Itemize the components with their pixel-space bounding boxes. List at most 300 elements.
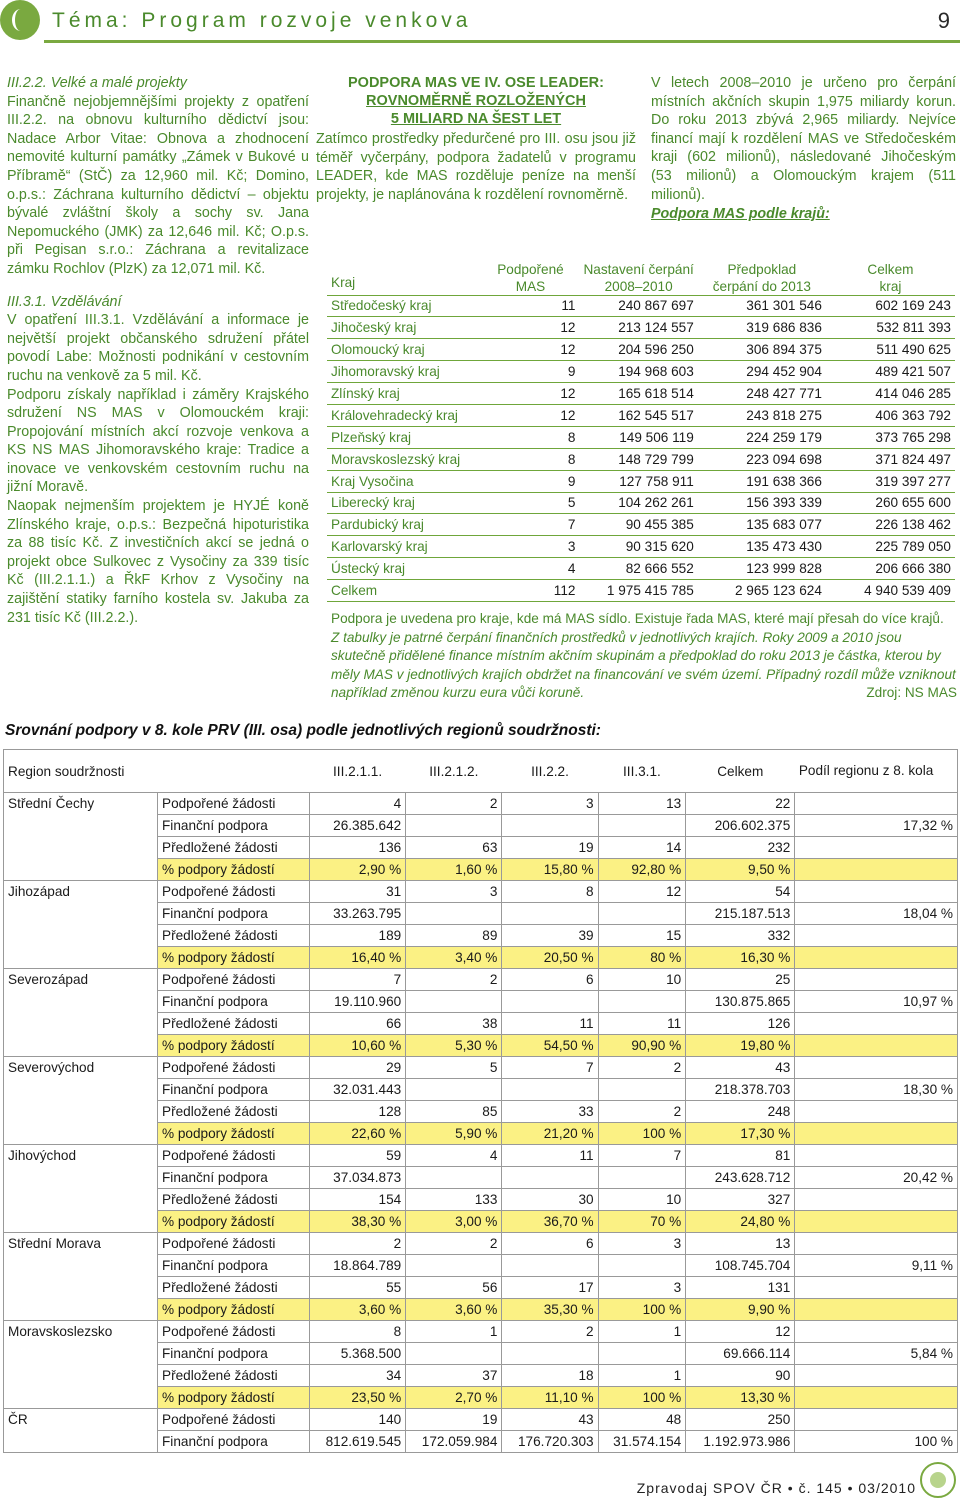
regions-section-title: Srovnání podpory v 8. kole PRV (III. osa) podle jednotlivých regionů soudržnosti: xyxy=(5,722,601,739)
kraj-predpoklad: 135 683 077 xyxy=(746,517,822,533)
right-column xyxy=(651,74,956,224)
share-cell xyxy=(795,1387,958,1409)
value-cell: 100 % xyxy=(598,1123,686,1145)
kraj-cerpani: 104 262 261 xyxy=(618,495,694,511)
logo-icon xyxy=(0,0,40,40)
value-cell: 100 % xyxy=(598,1387,686,1409)
kraj-cerpani: 213 124 557 xyxy=(618,320,694,336)
value-cell: 16,40 % xyxy=(310,947,406,969)
kraj-name: Pardubický kraj xyxy=(331,517,424,533)
indicator-label: Finanční podpora xyxy=(158,815,310,837)
value-cell: 56 xyxy=(406,1277,502,1299)
subheading-education: III.3.1. Vzdělávání xyxy=(7,293,122,310)
value-cell: 33.263.795 xyxy=(310,903,406,925)
region-row-fin xyxy=(4,991,958,1013)
region-row-pod xyxy=(4,969,958,991)
kraj-row xyxy=(327,558,955,580)
kraj-total-cerpani: 1 975 415 785 xyxy=(606,583,694,599)
kraj-name: Plzeňský kraj xyxy=(331,429,412,445)
kraj-name: Zlínský kraj xyxy=(331,386,400,401)
value-cell: 69.666.114 xyxy=(686,1343,795,1365)
value-cell: 2 xyxy=(502,1321,598,1343)
value-cell: 81 xyxy=(686,1145,795,1167)
value-cell: 12 xyxy=(686,1321,795,1343)
value-cell: 33 xyxy=(502,1101,598,1123)
kraj-mas: 4 xyxy=(567,561,576,577)
value-cell: 15,80 % xyxy=(502,859,598,881)
indicator-label: Finanční podpora xyxy=(158,1079,310,1101)
region-header: Region soudržnosti xyxy=(4,750,158,793)
value-cell xyxy=(598,991,686,1013)
region-row-pct xyxy=(4,859,958,881)
value-cell xyxy=(598,903,686,925)
kraj-celkem: 489 421 507 xyxy=(875,364,951,380)
value-cell: 5,30 % xyxy=(406,1035,502,1057)
value-cell: 22 xyxy=(686,793,795,815)
page-title: Téma: Program rozvoje venkova xyxy=(52,9,472,32)
kraj-celkem: 225 789 050 xyxy=(875,539,951,555)
value-cell: 90 xyxy=(686,1365,795,1387)
region-row-fin xyxy=(4,1343,958,1365)
value-cell: 25 xyxy=(686,969,795,991)
value-cell: 30 xyxy=(502,1189,598,1211)
kraj-cerpani: 204 596 250 xyxy=(618,342,694,358)
kraj-mas: 8 xyxy=(567,451,576,467)
share-cell xyxy=(795,1211,958,1233)
col-header-c2: III.2.1.2. xyxy=(406,750,502,793)
region-cell xyxy=(4,837,158,859)
value-cell: 3 xyxy=(598,1277,686,1299)
kraj-cerpani: 148 729 799 xyxy=(618,451,694,467)
region-row-pct xyxy=(4,1035,958,1057)
region-share: 5,84 % xyxy=(795,1343,958,1365)
col-header-total: Celkem xyxy=(686,750,795,793)
paragraph-projects: Finančně nejobjemnějšími projekty z opatření III.2.2. na obnovu kulturního dědictví jsou: Nadace Arbor Vitae: Obnova a zhodnocení nemovité kulturní památky „Zámek v Bukové u Příbramě“ (StČ) za 12,960 mil. Kč; Domino, o.p.s.: Záchrana kulturního dědictví – objektu bývalé zvláštní školy a sochy sv. Jana Nepomuckého (JMK) za 12,646 mil. Kč; O.p.s. při Pegisan s.r.o.: Záchrana a revitalizace zámku Rochlov (PlzK) za 12,071 mil. Kč. xyxy=(7,93,309,277)
value-cell: 130.875.865 xyxy=(686,991,795,1013)
kraj-name: Jihočeský kraj xyxy=(331,320,417,336)
share-cell xyxy=(795,793,958,815)
value-cell: 7 xyxy=(598,1145,686,1167)
value-cell: 1 xyxy=(406,1321,502,1343)
value-cell: 31 xyxy=(310,881,406,903)
value-cell: 140 xyxy=(310,1409,406,1431)
value-cell: 11 xyxy=(502,1013,598,1035)
value-cell: 3 xyxy=(502,793,598,815)
share-cell xyxy=(795,925,958,947)
kraj-predpoklad: 156 393 339 xyxy=(746,495,822,511)
value-cell xyxy=(406,903,502,925)
kraj-name: Moravskoslezský kraj xyxy=(331,451,461,467)
kraj-predpoklad: 294 452 904 xyxy=(746,364,822,380)
region-row-pct xyxy=(4,1387,958,1409)
value-cell: 2 xyxy=(406,969,502,991)
note-source: Zdroj: NS MAS xyxy=(866,685,957,700)
value-cell: 215.187.513 xyxy=(686,903,795,925)
value-cell: 133 xyxy=(406,1189,502,1211)
kraj-total-mas: 112 xyxy=(553,583,576,599)
indicator-label: % podpory žádostí xyxy=(158,859,310,881)
cerpani-header: Nastavení čerpání 2008–2010 xyxy=(583,261,694,294)
indicator-label: Podpořené žádosti xyxy=(158,1409,310,1431)
value-cell: 38 xyxy=(406,1013,502,1035)
regions-table xyxy=(3,749,958,1453)
middle-column xyxy=(316,74,636,204)
region-cell xyxy=(4,1079,158,1101)
value-cell: 2 xyxy=(310,1233,406,1255)
indicator-label: % podpory žádostí xyxy=(158,1299,310,1321)
indicator-label: Finanční podpora xyxy=(158,991,310,1013)
value-cell: 37.034.873 xyxy=(310,1167,406,1189)
value-cell xyxy=(598,1167,686,1189)
value-cell xyxy=(406,815,502,837)
region-row-pod xyxy=(4,793,958,815)
region-row-pct xyxy=(4,947,958,969)
value-cell: 1,60 % xyxy=(406,859,502,881)
region-cell xyxy=(4,1123,158,1145)
value-cell: 2 xyxy=(598,1101,686,1123)
kraj-celkem: 373 765 298 xyxy=(875,429,951,445)
value-cell: 80 % xyxy=(598,947,686,969)
value-cell: 59 xyxy=(310,1145,406,1167)
kraj-row xyxy=(327,426,955,448)
value-cell: 3,60 % xyxy=(310,1299,406,1321)
kraj-row xyxy=(327,317,955,339)
kraj-celkem: 532 811 393 xyxy=(876,320,951,336)
kraj-celkem: 206 666 380 xyxy=(875,561,951,577)
kraj-mas: 3 xyxy=(567,539,576,555)
value-cell: 38,30 % xyxy=(310,1211,406,1233)
value-cell xyxy=(502,903,598,925)
kraj-cerpani: 90 315 620 xyxy=(625,539,694,555)
kraj-name: Karlovarský kraj xyxy=(331,539,428,555)
indicator-header xyxy=(158,750,310,793)
value-cell: 29 xyxy=(310,1057,406,1079)
value-cell: 136 xyxy=(310,837,406,859)
kraj-mas: 12 xyxy=(560,342,576,358)
region-name: Střední Morava xyxy=(4,1233,158,1255)
indicator-label: Předložené žádosti xyxy=(158,1365,310,1387)
value-cell xyxy=(598,815,686,837)
share-cell xyxy=(795,1233,958,1255)
kraj-support-table xyxy=(327,255,955,602)
value-cell: 3 xyxy=(598,1233,686,1255)
region-share: 10,97 % xyxy=(795,991,958,1013)
kraj-row xyxy=(327,448,955,470)
indicator-label: Podpořené žádosti xyxy=(158,1145,310,1167)
indicator-label: % podpory žádostí xyxy=(158,1123,310,1145)
indicator-label: Předložené žádosti xyxy=(158,1101,310,1123)
value-cell xyxy=(406,1167,502,1189)
region-cell xyxy=(4,859,158,881)
leader-heading xyxy=(316,74,636,128)
share-cell xyxy=(795,1321,958,1343)
kraj-celkem: 406 363 792 xyxy=(875,407,951,423)
region-name: Jihovýchod xyxy=(4,1145,158,1167)
region-cell xyxy=(4,1431,158,1453)
value-cell: 54 xyxy=(686,881,795,903)
value-cell: 17,30 % xyxy=(686,1123,795,1145)
value-cell: 66 xyxy=(310,1013,406,1035)
region-cell xyxy=(4,1211,158,1233)
kraj-mas: 12 xyxy=(560,407,576,423)
value-cell: 232 xyxy=(686,837,795,859)
region-row-fin xyxy=(4,1167,958,1189)
kraj-celkem: 260 655 600 xyxy=(875,495,951,511)
indicator-label: % podpory žádostí xyxy=(158,1035,310,1057)
kraj-cerpani: 82 666 552 xyxy=(625,561,694,577)
kraj-cerpani: 90 455 385 xyxy=(625,517,694,533)
kraj-celkem: 414 046 285 xyxy=(875,386,951,401)
indicator-label: Předložené žádosti xyxy=(158,925,310,947)
value-cell: 6 xyxy=(502,1233,598,1255)
value-cell: 11 xyxy=(598,1013,686,1035)
header-rule xyxy=(44,40,960,43)
indicator-label: Podpořené žádosti xyxy=(158,1233,310,1255)
value-cell: 3,00 % xyxy=(406,1211,502,1233)
kraj-name: Ústecký kraj xyxy=(331,561,406,577)
kraj-cerpani: 127 758 911 xyxy=(619,473,694,489)
kraj-name: Středočeský kraj xyxy=(331,298,432,314)
kraj-cerpani: 240 867 697 xyxy=(618,298,694,314)
kraj-total-row xyxy=(327,580,955,602)
region-cell xyxy=(4,1167,158,1189)
region-row-pre xyxy=(4,925,958,947)
mas-header: Podpořené MAS xyxy=(497,261,564,294)
kraj-predpoklad: 135 473 430 xyxy=(746,539,822,555)
value-cell: 189 xyxy=(310,925,406,947)
region-cell xyxy=(4,1101,158,1123)
share-cell xyxy=(795,1035,958,1057)
subheading-projects: III.2.2. Velké a malé projekty xyxy=(7,75,187,91)
value-cell: 1 xyxy=(598,1321,686,1343)
share-cell xyxy=(795,969,958,991)
value-cell: 9,90 % xyxy=(686,1299,795,1321)
value-cell: 26.385.642 xyxy=(310,815,406,837)
value-cell xyxy=(598,1079,686,1101)
region-cell xyxy=(4,947,158,969)
note-seat: Podpora je uvedena pro kraje, kde má MAS sídlo. Existuje řada MAS, které mají přesah do více krajů. xyxy=(331,611,944,626)
value-cell xyxy=(502,1255,598,1277)
col-header-c1: III.2.1.1. xyxy=(310,750,406,793)
indicator-label: % podpory žádostí xyxy=(158,1387,310,1409)
indicator-label: Finanční podpora xyxy=(158,903,310,925)
region-row-pre xyxy=(4,1101,958,1123)
kraj-total-name: Celkem xyxy=(331,583,378,599)
kraj-celkem: 602 169 243 xyxy=(875,298,951,314)
region-name: Moravskoslezsko xyxy=(4,1321,158,1343)
value-cell: 89 xyxy=(406,925,502,947)
value-cell: 32.031.443 xyxy=(310,1079,406,1101)
value-cell: 812.619.545 xyxy=(310,1431,406,1453)
region-row-fin xyxy=(4,903,958,925)
region-row-pod xyxy=(4,881,958,903)
value-cell: 1 xyxy=(598,1365,686,1387)
share-cell xyxy=(795,1013,958,1035)
indicator-label: Finanční podpora xyxy=(158,1167,310,1189)
value-cell xyxy=(406,991,502,1013)
col-header-c4: III.3.1. xyxy=(598,750,686,793)
value-cell: 63 xyxy=(406,837,502,859)
value-cell: 327 xyxy=(686,1189,795,1211)
kraj-celkem: 511 490 625 xyxy=(876,342,951,358)
value-cell: 248 xyxy=(686,1101,795,1123)
cr-row-fin xyxy=(4,1431,958,1453)
predpoklad-header: Předpoklad čerpání do 2013 xyxy=(712,261,811,294)
value-cell: 2 xyxy=(406,793,502,815)
celkem-header: Celkem kraj xyxy=(867,261,914,294)
region-row-pre xyxy=(4,1189,958,1211)
value-cell xyxy=(502,991,598,1013)
kraj-table-note xyxy=(331,610,957,703)
value-cell: 55 xyxy=(310,1277,406,1299)
value-cell xyxy=(598,1255,686,1277)
leader-heading-line2: ROVNOMĚRNĚ ROZLOŽENÝCH xyxy=(366,93,586,109)
kraj-row xyxy=(327,492,955,514)
page-number: 9 xyxy=(937,8,950,33)
value-cell: 206.602.375 xyxy=(686,815,795,837)
kraj-total-celkem: 4 940 539 409 xyxy=(864,583,951,599)
kraj-name: Královehradecký kraj xyxy=(331,407,458,423)
cr-name: ČR xyxy=(4,1409,158,1431)
cr-share: 100 % xyxy=(795,1431,958,1453)
value-cell: 70 % xyxy=(598,1211,686,1233)
indicator-label: Podpořené žádosti xyxy=(158,793,310,815)
share-cell xyxy=(795,859,958,881)
leader-heading-line1: PODPORA MAS VE IV. OSE LEADER: xyxy=(348,75,604,91)
kraj-mas: 9 xyxy=(567,473,576,489)
value-cell: 8 xyxy=(502,881,598,903)
value-cell xyxy=(502,1343,598,1365)
value-cell: 7 xyxy=(310,969,406,991)
value-cell: 10 xyxy=(598,969,686,991)
value-cell: 13 xyxy=(598,793,686,815)
region-row-pod xyxy=(4,1145,958,1167)
region-cell xyxy=(4,925,158,947)
value-cell: 18 xyxy=(502,1365,598,1387)
share-cell xyxy=(795,1409,958,1431)
kraj-celkem: 319 397 277 xyxy=(875,473,951,489)
region-row-pct xyxy=(4,1299,958,1321)
value-cell: 332 xyxy=(686,925,795,947)
value-cell: 10,60 % xyxy=(310,1035,406,1057)
allocation-paragraph: V letech 2008–2010 je určeno pro čerpání místních akčních skupin 1,975 miliardy korun. Do roku 2013 zbývá 2,965 miliardy. Nejvíce financí mají k rozdělení MAS ve Středočeském kraji (602 milionů), následované Jihočeským (53 milionů) a Olomouckým krajem (511 milionů). xyxy=(651,75,956,203)
kraj-predpoklad: 191 638 366 xyxy=(746,473,822,489)
value-cell: 36,70 % xyxy=(502,1211,598,1233)
value-cell: 23,50 % xyxy=(310,1387,406,1409)
kraj-row xyxy=(327,514,955,536)
region-name: Severozápad xyxy=(4,969,158,991)
region-cell xyxy=(4,1365,158,1387)
region-row-pod xyxy=(4,1321,958,1343)
indicator-label: % podpory žádostí xyxy=(158,1211,310,1233)
value-cell: 34 xyxy=(310,1365,406,1387)
indicator-label: Podpořené žádosti xyxy=(158,881,310,903)
kraj-mas: 12 xyxy=(560,386,576,401)
kraj-row xyxy=(327,470,955,492)
region-row-fin xyxy=(4,1079,958,1101)
region-cell xyxy=(4,1255,158,1277)
value-cell: 54,50 % xyxy=(502,1035,598,1057)
kraj-predpoklad: 224 259 179 xyxy=(746,429,822,445)
value-cell: 13 xyxy=(686,1233,795,1255)
value-cell xyxy=(406,1079,502,1101)
kraj-predpoklad: 306 894 375 xyxy=(746,342,822,358)
paragraph-education: V opatření III.3.1. Vzdělávání a informace je největší projekt občanského sdružení přátel povodí Labe: Možnosti podnikání v cestovním ruchu na venkově za 5 mil. Kč. xyxy=(7,312,309,384)
region-name: Jihozápad xyxy=(4,881,158,903)
region-cell xyxy=(4,903,158,925)
note-explanation: Z tabulky je patrné čerpání finančních prostředků v jednotlivých krajích. Roky 2009 a 2010 jsou skutečně přidělené finance místním akčním skupinám a předpoklad do roku 2013 je částka, kterou by měly MAS v jednotlivých krajích obdržet na financování ve svém území. Případný rozdíl může vzniknout například změnou kurzu eura vůči koruně. xyxy=(331,629,956,700)
col-header-share: Podíl regionu z 8. kola xyxy=(795,750,958,793)
kraj-cerpani: 165 618 514 xyxy=(618,386,694,401)
value-cell: 13,30 % xyxy=(686,1387,795,1409)
kraj-cerpani: 194 968 603 xyxy=(618,364,694,380)
region-row-pre xyxy=(4,1013,958,1035)
region-cell xyxy=(4,815,158,837)
region-row-pct xyxy=(4,1123,958,1145)
value-cell: 176.720.303 xyxy=(502,1431,598,1453)
kraj-row xyxy=(327,361,955,383)
kraj-name: Liberecký kraj xyxy=(331,495,415,511)
value-cell xyxy=(502,1167,598,1189)
value-cell: 3 xyxy=(406,881,502,903)
paragraph-support: Podporu získaly například i záměry Krajského sdružení NS MAS v Olomouckém kraji: Propojování místních akcí rozvoje venkova a KS NS MAS Jihomoravského kraje: Tradice a inovace ve venkovském cestovním ruchu na jižní Moravě. xyxy=(7,386,309,496)
kraj-mas: 7 xyxy=(567,517,576,533)
kraj-mas: 8 xyxy=(567,429,576,445)
value-cell: 10 xyxy=(598,1189,686,1211)
kraj-mas: 9 xyxy=(567,364,576,380)
region-row-fin xyxy=(4,815,958,837)
kraj-mas: 5 xyxy=(567,495,576,511)
region-row-pre xyxy=(4,837,958,859)
value-cell: 1.192.973.986 xyxy=(686,1431,795,1453)
kraj-mas: 11 xyxy=(561,298,576,314)
value-cell xyxy=(502,1079,598,1101)
region-row-fin xyxy=(4,1255,958,1277)
indicator-label: Předložené žádosti xyxy=(158,837,310,859)
region-share: 18,04 % xyxy=(795,903,958,925)
region-cell xyxy=(4,1387,158,1409)
value-cell: 2 xyxy=(598,1057,686,1079)
value-cell xyxy=(502,815,598,837)
indicator-label: Předložené žádosti xyxy=(158,1013,310,1035)
cr-row-pod xyxy=(4,1409,958,1431)
region-row-pod xyxy=(4,1233,958,1255)
region-cell xyxy=(4,1035,158,1057)
paragraph-smallest: Naopak nejmenším projektem je HYJÉ koně Zlínského kraje, o.p.s.: Bezpečná hipoturistika za 88 tisíc Kč. Z investičních akcí se jedná o projekt obce Sulkovec z Vysočiny za 339 tisíc Kč (III.2.1.1.) a ŘkF Krhov z Vysočiny na zajištění statiky farního kostela sv. Jakuba za 231 tisíc Kč (III.2.2.). xyxy=(7,498,309,626)
value-cell: 8 xyxy=(310,1321,406,1343)
left-column xyxy=(7,74,309,627)
value-cell: 100 % xyxy=(598,1299,686,1321)
kraj-predpoklad: 123 999 828 xyxy=(746,561,822,577)
value-cell: 19.110.960 xyxy=(310,991,406,1013)
share-cell xyxy=(795,1189,958,1211)
kraj-total-predpoklad: 2 965 123 624 xyxy=(734,583,822,599)
value-cell: 6 xyxy=(502,969,598,991)
value-cell: 131 xyxy=(686,1277,795,1299)
value-cell: 5.368.500 xyxy=(310,1343,406,1365)
leader-paragraph: Zatímco prostředky předurčené pro III. osu jsou již téměř vyčerpány, podpora žadatelů v programu LEADER, kde MAS rozděluje peníze na menší projekty, je naplánována k rozdělení rovnoměrně. xyxy=(316,131,636,203)
leader-heading-line3: 5 MILIARD NA ŠEST LET xyxy=(390,111,562,127)
value-cell: 2,70 % xyxy=(406,1387,502,1409)
value-cell: 11 xyxy=(502,1145,598,1167)
indicator-label: Finanční podpora xyxy=(158,1343,310,1365)
value-cell: 218.378.703 xyxy=(686,1079,795,1101)
indicator-label: % podpory žádostí xyxy=(158,947,310,969)
value-cell: 21,20 % xyxy=(502,1123,598,1145)
value-cell: 43 xyxy=(686,1057,795,1079)
region-cell xyxy=(4,1277,158,1299)
value-cell: 48 xyxy=(598,1409,686,1431)
